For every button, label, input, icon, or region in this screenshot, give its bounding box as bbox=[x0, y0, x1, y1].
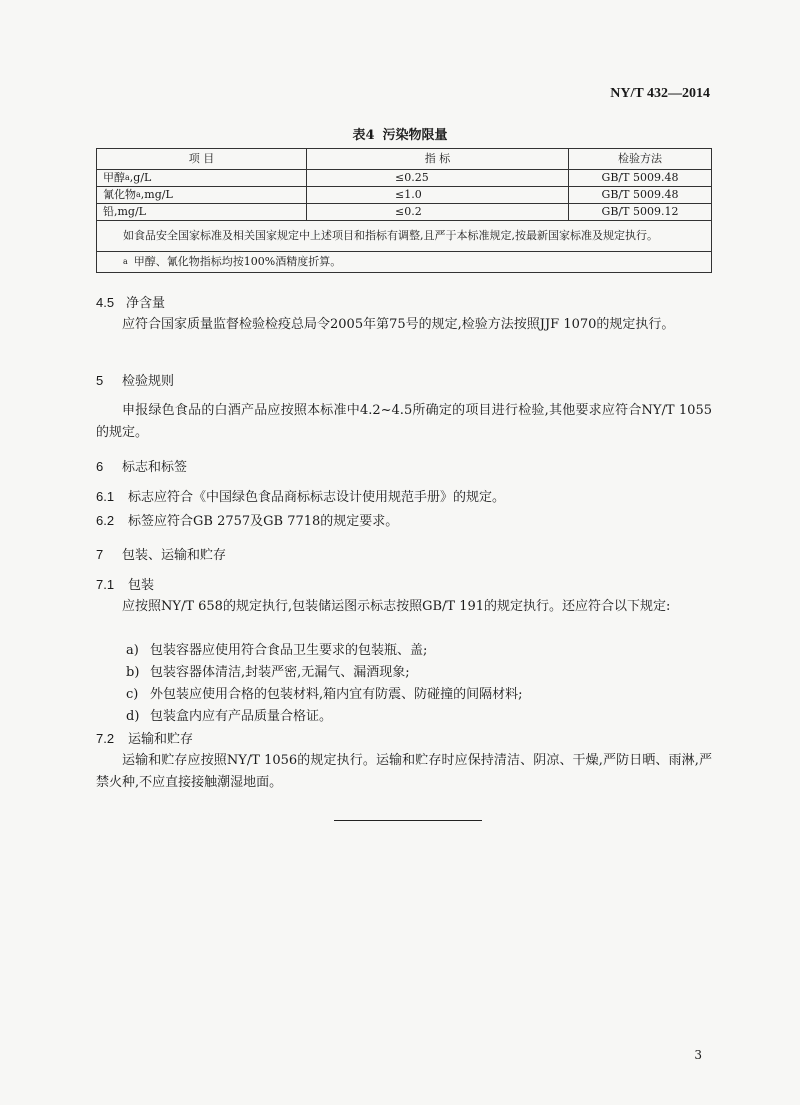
cell-method: GB/T 5009.48 bbox=[569, 170, 712, 187]
header-item: 项 目 bbox=[97, 149, 307, 170]
list-item: b) 包装容器体清洁,封装严密,无漏气、漏酒现象; bbox=[126, 665, 410, 680]
section-heading-5: 5 检验规则 bbox=[96, 373, 175, 389]
document-code: NY/T 432—2014 bbox=[610, 86, 710, 101]
end-rule bbox=[334, 820, 482, 821]
section-heading-7: 7 包装、运输和贮存 bbox=[96, 547, 227, 563]
page-number: 3 bbox=[694, 1048, 702, 1062]
list-item: c) 外包装应使用合格的包装材料,箱内宜有防震、防碰撞的间隔材料; bbox=[126, 687, 523, 702]
section-body-5: 申报绿色食品的白酒产品应按照本标准中4.2~4.5所确定的项目进行检验,其他要求应符合NY/T 1055的规定。 bbox=[96, 403, 712, 440]
clause-6-2: 6.2 标签应符合GB 2757及GB 7718的规定要求。 bbox=[96, 513, 399, 529]
section-body-7-1: 应按照NY/T 658的规定执行,包装储运图示标志按照GB/T 191的规定执行。还应符合以下规定: bbox=[122, 599, 671, 614]
cell-item: 甲醇$^a$,g/L bbox=[97, 170, 307, 187]
table-row bbox=[97, 187, 712, 204]
list-item: d) 包装盒内应有产品质量合格证。 bbox=[126, 709, 333, 724]
section-heading-4-5: 4.5 净含量 bbox=[96, 295, 166, 311]
cell-method: GB/T 5009.12 bbox=[569, 204, 712, 221]
table-row bbox=[97, 204, 712, 221]
section-heading-7-1: 7.1 包装 bbox=[96, 577, 155, 593]
table-title: 污染物限量 bbox=[382, 128, 448, 143]
cell-limit: ≤0.2 bbox=[307, 204, 569, 221]
section-heading-7-2: 7.2 运输和贮存 bbox=[96, 731, 194, 747]
table-footnote-row bbox=[97, 252, 712, 273]
table-note-row bbox=[97, 221, 712, 252]
cell-limit: ≤0.25 bbox=[307, 170, 569, 187]
table-note: 如食品安全国家标准及相关国家规定中上述项目和指标有调整,且严于本标准规定,按最新国家标准及规定执行。 bbox=[97, 221, 712, 252]
section-heading-6: 6 标志和标签 bbox=[96, 459, 188, 475]
section-body-7-2: 运输和贮存应按照NY/T 1056的规定执行。运输和贮存时应保持清洁、阴凉、干燥,严防日晒、雨淋,严禁火种,不应直接接触潮湿地面。 bbox=[96, 753, 712, 790]
header-method: 检验方法 bbox=[569, 149, 712, 170]
cell-item: 铅,mg/L bbox=[97, 204, 307, 221]
table-row bbox=[97, 170, 712, 187]
table-header-row bbox=[97, 149, 712, 170]
table-footnote: $^a$ 甲醇、氰化物指标均按100%酒精度折算。 bbox=[97, 252, 712, 273]
list-item: a) 包装容器应使用符合食品卫生要求的包装瓶、盖; bbox=[126, 643, 428, 658]
pollutant-limits-table bbox=[96, 148, 712, 273]
table-caption bbox=[0, 124, 800, 143]
section-body-4-5: 应符合国家质量监督检验检疫总局令2005年第75号的规定,检验方法按照JJF 1070的规定执行。 bbox=[122, 317, 675, 332]
cell-limit: ≤1.0 bbox=[307, 187, 569, 204]
cell-method: GB/T 5009.48 bbox=[569, 187, 712, 204]
cell-item: 氰化物$^a$,mg/L bbox=[97, 187, 307, 204]
table-number: 表4 bbox=[352, 128, 375, 143]
header-limit: 指 标 bbox=[307, 149, 569, 170]
clause-6-1: 6.1 标志应符合《中国绿色食品商标标志设计使用规范手册》的规定。 bbox=[96, 489, 506, 505]
